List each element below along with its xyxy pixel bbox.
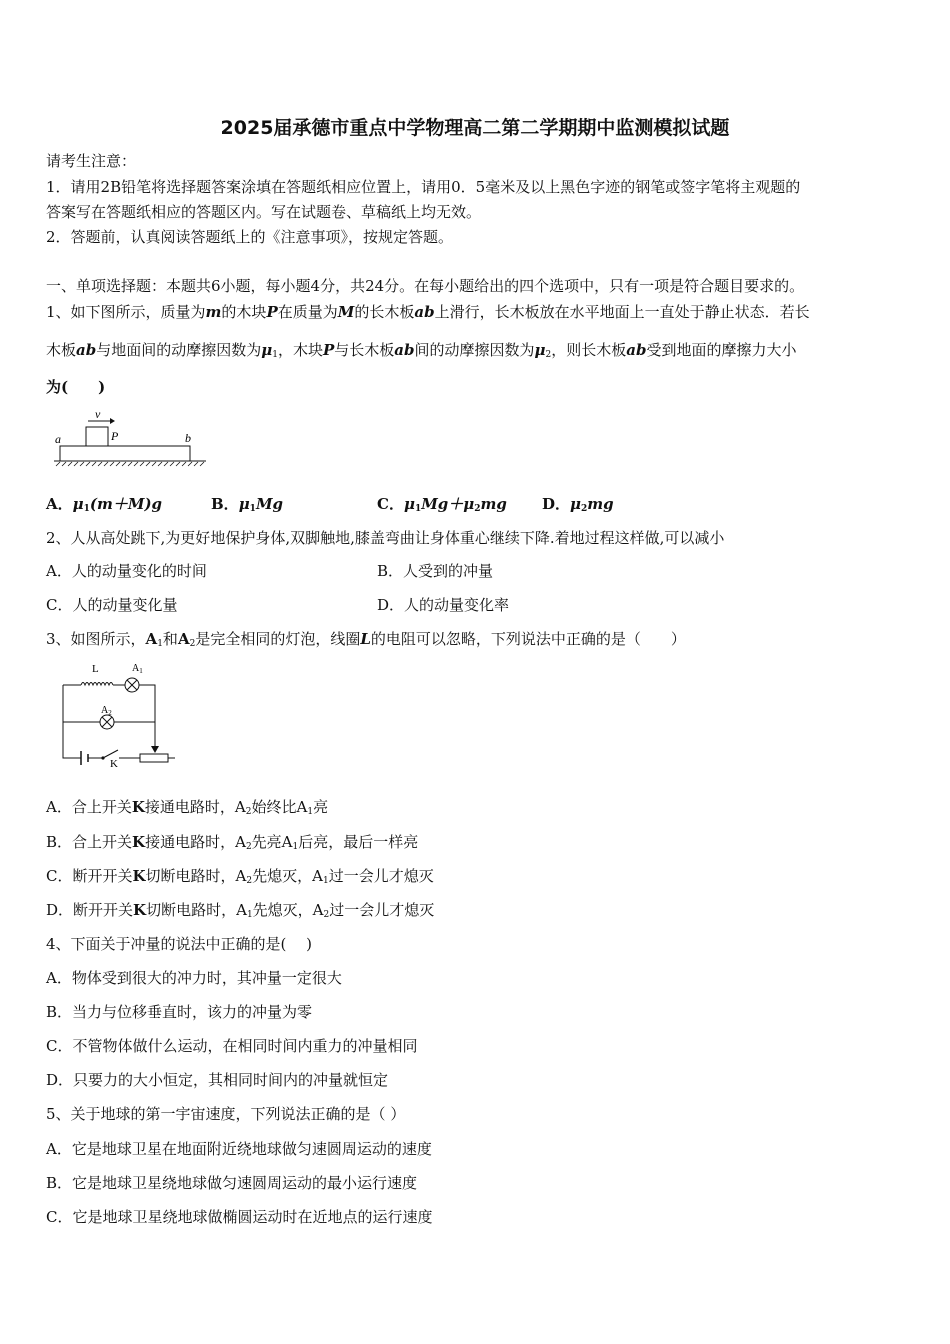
q3-battery-plates	[81, 751, 88, 765]
q1-text: 与长木板	[334, 341, 395, 359]
page-title: 2025届承德市重点中学物理高二第二学期期中监测模拟试题	[220, 117, 730, 139]
q1-sub: 2	[545, 350, 552, 360]
option-expr: Mg＋	[421, 495, 464, 513]
option-mu: μ	[238, 495, 250, 513]
option-sub: 1	[292, 842, 299, 852]
q1-block-p	[86, 427, 108, 446]
q1-figure-label-a: a	[55, 432, 61, 446]
q1-var-p: P	[322, 341, 335, 359]
option-text: 接通电路时，A	[145, 833, 246, 851]
option-sub: 1	[307, 807, 314, 817]
q4-option-b: B．当力与位移垂直时，该力的冲量为零	[46, 1003, 313, 1021]
q4-stem: 4、下面关于冲量的说法中正确的是( )	[46, 935, 313, 953]
q1-figure-block-on-board	[50, 405, 210, 469]
q3-lamp-a1-cross	[127, 680, 137, 690]
q1-board-ab	[60, 446, 190, 461]
q3-rheostat-slider-arrow	[151, 746, 159, 753]
q4-option-a: A．物体受到很大的冲力时，其冲量一定很大	[46, 969, 342, 987]
notice-line-3: 2．答题前，认真阅读答题纸上的《注意事项》，按规定答题。	[46, 228, 454, 246]
q1-var-m: m	[205, 303, 222, 321]
q1-option-d	[542, 494, 614, 519]
q1-text: 间的动摩擦因数为	[414, 341, 535, 359]
q4-option-c: C．不管物体做什么运动，在相同时间内重力的冲量相同	[46, 1037, 418, 1055]
option-expr: mg	[587, 495, 614, 513]
option-letter: A．	[46, 495, 73, 513]
q1-text: 木板	[46, 341, 77, 359]
q2-option-c: C．人的动量变化量	[46, 596, 178, 614]
option-sub: 2	[323, 910, 330, 920]
q5-option-b: B．它是地球卫星绕地球做匀速圆周运动的最小运行速度	[46, 1174, 418, 1192]
option-sub: 2	[246, 876, 253, 886]
q3-option-c	[46, 866, 434, 891]
q1-option-a	[46, 494, 162, 519]
notice-line-1: 1．请用2B铅笔将选择题答案涂填在答题纸相应位置上，请用0．5毫米及以上黑色字迹的钢笔或签字笔将主观题的	[46, 178, 801, 196]
option-letter: D．	[46, 901, 74, 919]
option-letter: B．	[46, 833, 73, 851]
q1-text: 上滑行，长木板放在水平地面上一直处于静止状态．若长	[434, 303, 810, 321]
option-sub: 1	[246, 910, 253, 920]
option-var-k: K	[131, 798, 145, 816]
q1-text: ，则长木板	[551, 341, 627, 359]
option-text: 断开开关	[72, 867, 133, 885]
option-text: 后亮，最后一样亮	[298, 833, 419, 851]
q3-sub: 1	[157, 639, 163, 649]
q3-option-a	[46, 797, 328, 822]
option-text: 合上开关	[71, 798, 132, 816]
q1-text: 1、如下图所示，质量为	[46, 303, 206, 321]
option-var-k: K	[132, 833, 146, 851]
option-text: 接通电路时，A	[144, 798, 246, 816]
option-expr: Mg	[255, 495, 284, 513]
q2-option-d: D．人的动量变化率	[377, 596, 510, 614]
q1-var-big-m: M	[337, 303, 355, 321]
q1-velocity-arrowhead	[110, 418, 115, 424]
option-letter: C．	[46, 867, 73, 885]
q3-var-l: L	[360, 630, 371, 648]
option-text: 过一会儿才熄灭	[329, 901, 435, 919]
q1-line-1	[46, 302, 810, 322]
q1-text: 在质量为	[277, 303, 338, 321]
q1-var-p: P	[266, 303, 278, 321]
q2-option-b: B．人受到的冲量	[377, 562, 494, 580]
q1-var-mu1: μ	[261, 341, 273, 359]
option-sub: 1	[249, 504, 256, 514]
q3-switch-k-pivot	[101, 756, 104, 759]
option-sub: 2	[245, 842, 252, 852]
q3-circuit-figure	[55, 660, 175, 772]
option-text: 亮	[313, 798, 329, 816]
notice-heading: 请考生注意：	[46, 152, 137, 170]
q1-figure-label-b: b	[185, 431, 191, 445]
option-text: 先亮A	[251, 833, 293, 851]
q3-figure-label-l: L	[92, 663, 99, 675]
q1-text: 的木块	[221, 303, 267, 321]
option-letter: A．	[46, 798, 72, 816]
section-heading: 一、单项选择题：本题共6小题，每小题4分，共24分。在每小题给出的四个选项中，只有一项是符合题目要求的。	[46, 277, 805, 295]
q1-option-b	[211, 494, 283, 519]
option-text: 切断电路时，A	[145, 867, 247, 885]
option-sub: 1	[83, 504, 90, 514]
q3-text: 和	[162, 630, 178, 648]
q1-text: 受到地面的摩擦力大小	[646, 341, 797, 359]
option-letter: D．	[542, 495, 571, 513]
option-mu: μ	[570, 495, 581, 513]
option-text: 先熄灭，A	[252, 867, 323, 885]
option-text: 合上开关	[72, 833, 133, 851]
q1-ground-hatch	[56, 462, 204, 466]
option-text: 过一会儿才熄灭	[328, 867, 434, 885]
option-text: 先熄灭，A	[252, 901, 324, 919]
q3-figure-label-k: K	[110, 758, 118, 770]
q3-text: 3、如图所示，	[46, 630, 146, 648]
q1-var-ab: ab	[626, 341, 647, 359]
q3-figure-label-a2: $A_2$	[101, 705, 112, 717]
q3-var-a2: A	[177, 630, 190, 648]
q3-inductor-coil	[81, 683, 113, 686]
q5-option-c: C．它是地球卫星绕地球做椭圆运动时在近地点的运行速度	[46, 1208, 433, 1226]
option-text: 断开开关	[73, 901, 134, 919]
q1-line-3: 为( )	[46, 378, 106, 396]
q3-text: 的电阻可以忽略，下列说法中正确的是（ ）	[370, 630, 686, 648]
q1-var-ab: ab	[76, 341, 97, 359]
option-expr: (m＋M)g	[89, 495, 163, 513]
option-letter: C．	[377, 495, 404, 513]
q1-sub: 1	[272, 350, 278, 360]
q1-figure-label-p: P	[111, 429, 119, 443]
q1-text: 的长木板	[354, 303, 415, 321]
q3-sub: 2	[189, 639, 196, 649]
option-sub: 2	[474, 504, 481, 514]
q3-switch-k-blade	[103, 750, 118, 758]
q2-option-a: A．人的动量变化的时间	[46, 562, 207, 580]
q1-var-mu2: μ	[534, 341, 546, 359]
option-letter: B．	[211, 495, 239, 513]
q1-figure-label-v: v	[95, 407, 101, 421]
option-mu: μ	[403, 495, 415, 513]
option-var-k: K	[133, 901, 147, 919]
q1-var-ab: ab	[414, 303, 435, 321]
option-sub: 2	[581, 504, 588, 514]
q5-stem: 5、关于地球的第一宇宙速度，下列说法正确的是（ ）	[46, 1105, 406, 1123]
q1-line-2	[46, 340, 796, 365]
option-expr: mg	[480, 495, 507, 513]
option-sub: 1	[322, 876, 329, 886]
q3-figure-label-a1: $A_1$	[132, 663, 143, 675]
option-sub: 2	[245, 807, 252, 817]
option-mu: μ	[463, 495, 475, 513]
q1-option-c	[377, 494, 507, 519]
option-var-k: K	[132, 867, 146, 885]
q3-var-a1: A	[145, 630, 158, 648]
option-text: 切断电路时，A	[146, 901, 247, 919]
q3-option-b	[46, 832, 418, 857]
q3-bottom-wire	[88, 722, 175, 758]
q1-text: 与地面间的动摩擦因数为	[96, 341, 262, 359]
notice-line-2: 答案写在答题纸相应的答题区内。写在试题卷、草稿纸上均无效。	[46, 203, 482, 221]
option-text: 始终比A	[251, 798, 308, 816]
q3-text: 是完全相同的灯泡，线圈	[195, 630, 361, 648]
q3-rheostat	[140, 754, 168, 762]
q5-option-a: A．它是地球卫星在地面附近绕地球做匀速圆周运动的速度	[46, 1140, 432, 1158]
q4-option-d: D．只要力的大小恒定，其相同时间内的冲量就恒定	[46, 1071, 389, 1089]
q1-var-ab: ab	[394, 341, 415, 359]
option-mu: μ	[72, 495, 84, 513]
q2-stem: 2、人从高处跳下,为更好地保护身体,双脚触地,膝盖弯曲让身体重心继续下降.着地过程这样做,可以减小	[46, 529, 725, 547]
q3-stem	[46, 629, 686, 654]
q3-option-d	[46, 900, 434, 925]
q3-lamp-a2-cross	[102, 717, 112, 727]
q1-text: ，木块	[277, 341, 323, 359]
option-sub: 1	[414, 504, 422, 514]
